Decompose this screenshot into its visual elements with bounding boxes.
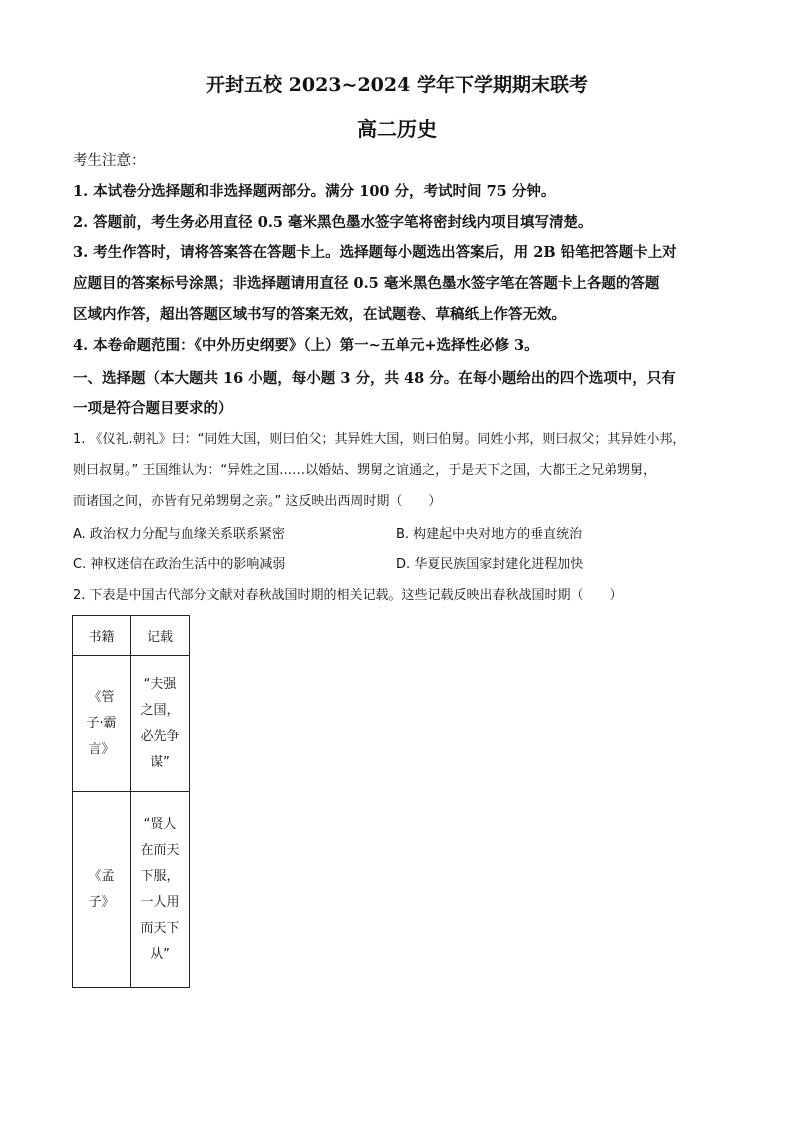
notice-item-3: 3. 考生作答时，请将答案答在答题卡上。选择题每小题选出答案后，用 2B 铅笔把答题卡上对	[73, 244, 677, 261]
notice-item-3-cont-1: 应题目的答案标号涂黑；非选择题请用直径 0.5 毫米黑色墨水签字笔在答题卡上各题的答题	[73, 275, 660, 292]
q1-stem-line-3: 而诸国之间，亦皆有兄弟甥舅之亲。” 这反映出西周时期（ ）	[73, 494, 442, 509]
record-line: 而天下	[140, 920, 180, 936]
record-line: 必先争	[140, 728, 180, 744]
table-row	[73, 792, 190, 988]
header-cell-record: 记载	[131, 616, 190, 656]
q1-option-a: A. 政治权力分配与血缘关系联系紧密	[73, 527, 285, 542]
book-cell	[73, 792, 131, 988]
record-cell	[131, 792, 190, 988]
book-line: 言》	[88, 741, 115, 757]
record-line: 从”	[150, 946, 170, 962]
table-row	[73, 656, 190, 792]
book-cell	[73, 656, 131, 792]
q1-stem-line-1: 1. 《仪礼.朝礼》曰：“同姓大国，则曰伯父；其异姓大国，则曰伯舅。同姓小邦，则曰叔父；其异姓小邦，	[73, 432, 686, 447]
record-line: 之国，	[140, 702, 180, 718]
q1-option-c: C. 神权迷信在政治生活中的影响减弱	[73, 557, 286, 572]
q1-option-d: D. 华夏民族国家封建化进程加快	[396, 557, 584, 572]
section-heading: 一、选择题（本大题共 16 小题，每小题 3 分，共 48 分。在每小题给出的四个选项中，只有	[73, 370, 676, 387]
q1-option-b: B. 构建起中央对地方的垂直统治	[396, 527, 583, 542]
q2-stem: 2. 下表是中国古代部分文献对春秋战国时期的相关记载。这些记载反映出春秋战国时期（ ）	[73, 588, 623, 603]
record-line: 下服，	[140, 868, 180, 884]
book-line: 《孟	[88, 868, 115, 884]
notice-item-2: 2. 答题前，考生务必用直径 0.5 毫米黑色墨水签字笔将密封线内项目填写清楚。	[73, 214, 593, 231]
notice-item-4: 4. 本卷命题范围：《中外历史纲要》（上）第一~五单元+选择性必修 3。	[73, 337, 539, 354]
q2-records-table	[72, 615, 190, 988]
notice-heading: 考生注意：	[73, 153, 146, 169]
record-line: 在而天	[140, 842, 180, 858]
q1-stem-line-2: 则曰叔舅。” 王国维认为：“异姓之国……以婚姑、甥舅之谊通之，于是天下之国，大都王之兄弟甥舅，	[73, 463, 657, 478]
notice-item-3-cont-2: 区域内作答，超出答题区域书写的答案无效，在试题卷、草稿纸上作答无效。	[73, 306, 566, 323]
book-line: 子》	[88, 894, 115, 910]
book-line: 子·霸	[86, 715, 117, 731]
record-line: 谋”	[150, 754, 170, 770]
record-line: “贤人	[143, 816, 177, 832]
record-line: “夫强	[143, 676, 177, 692]
table-header-row	[73, 616, 190, 656]
record-cell	[131, 656, 190, 792]
section-heading-cont: 一项是符合题目要求的）	[73, 400, 233, 417]
record-line: 一人用	[140, 894, 180, 910]
header-cell-book: 书籍	[73, 616, 131, 656]
subject-title: 高二历史	[357, 117, 437, 141]
book-line: 《管	[88, 689, 115, 705]
exam-title: 开封五校 2023~2024 学年下学期期末联考	[206, 74, 588, 96]
notice-item-1: 1. 本试卷分选择题和非选择题两部分。满分 100 分，考试时间 75 分钟。	[73, 183, 556, 200]
